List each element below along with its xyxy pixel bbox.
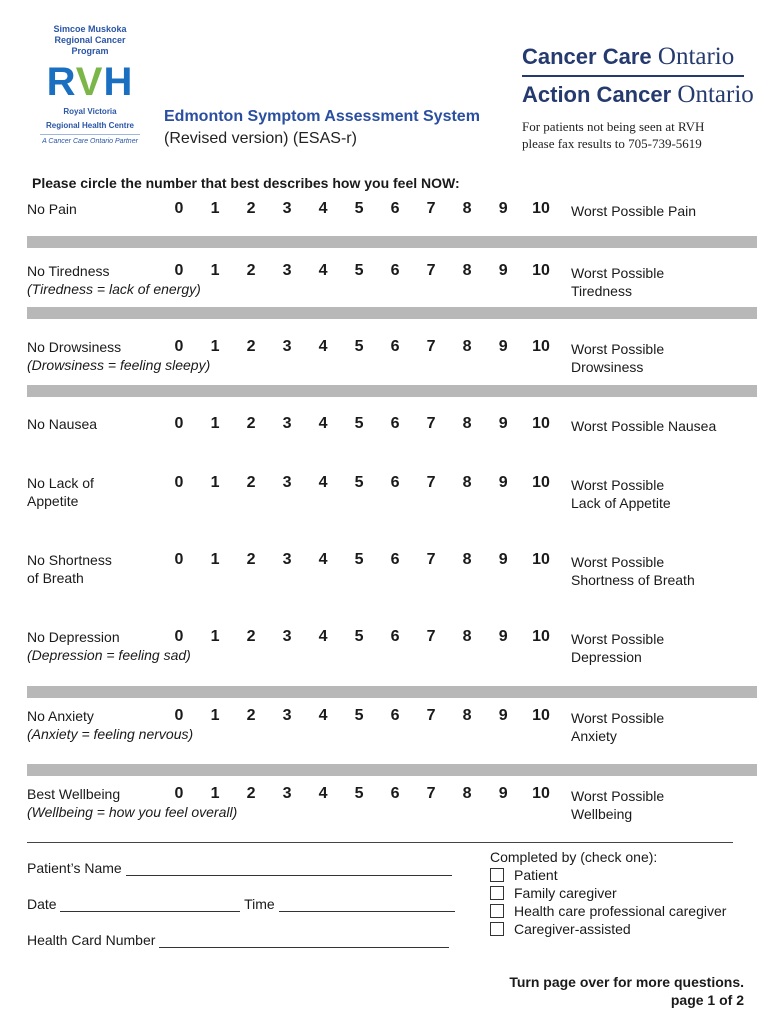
rating-option[interactable]: 5	[354, 551, 364, 568]
rating-scale	[172, 551, 550, 569]
symptom-high-label	[571, 630, 664, 666]
rating-option[interactable]: 0	[174, 415, 184, 432]
symptom-high-label	[571, 340, 664, 376]
symptom-name: No Drowsiness	[27, 339, 122, 355]
symptom-definition: (Drowsiness = feeling sleepy)	[27, 357, 211, 373]
logo-line-4: Regional Health Centre	[45, 121, 134, 130]
rating-option[interactable]: 3	[282, 628, 292, 645]
symptom-definition: (Depression = feeling sad)	[27, 647, 191, 663]
rating-option[interactable]: 7	[426, 707, 436, 724]
rating-option[interactable]: 9	[498, 707, 508, 724]
rating-option[interactable]: 7	[426, 474, 436, 491]
rating-scale	[172, 262, 550, 280]
high-label-line-1: Worst Possible	[571, 631, 665, 647]
rating-option[interactable]: 7	[426, 628, 436, 645]
high-label-line-1: Worst Possible	[571, 554, 665, 570]
rating-option[interactable]: 5	[354, 338, 364, 355]
symptom-name: No Depression	[27, 629, 120, 645]
rating-option[interactable]: 1	[210, 628, 220, 645]
rating-option[interactable]: 3	[282, 785, 292, 802]
rating-option[interactable]: 2	[246, 338, 256, 355]
rvh-mark: RVH	[46, 60, 134, 104]
option-caregiver-assisted[interactable]	[490, 920, 726, 938]
page-number: page 1 of 2	[670, 992, 744, 1008]
symptom-low-label	[27, 551, 112, 587]
high-label-line-2: Lack of Appetite	[571, 495, 671, 511]
rating-option[interactable]: 2	[246, 262, 256, 279]
rating-option[interactable]: 6	[390, 474, 400, 491]
time-line[interactable]	[279, 897, 455, 912]
symptom-high-label	[571, 553, 695, 589]
symptom-low-label	[27, 415, 97, 433]
symptom-low-label	[27, 628, 191, 664]
rating-option[interactable]: 9	[498, 262, 508, 279]
rating-option[interactable]: 7	[426, 338, 436, 355]
rating-option[interactable]: 7	[426, 200, 436, 217]
symptom-low-label	[27, 707, 193, 743]
option-patient[interactable]	[490, 866, 726, 884]
option-label: Patient	[514, 867, 558, 883]
rvh-logo	[40, 24, 140, 146]
rating-option[interactable]: 1	[210, 262, 220, 279]
option-label: Health care professional caregiver	[514, 903, 727, 919]
checkbox[interactable]	[490, 904, 504, 918]
symptom-name: No Shortness	[27, 552, 112, 568]
symptom-definition: (Tiredness = lack of energy)	[27, 281, 201, 297]
rating-option[interactable]: 5	[354, 785, 364, 802]
rating-option[interactable]: 7	[426, 551, 436, 568]
symptom-low-label	[27, 474, 94, 510]
symptom-definition: (Wellbeing = how you feel overall)	[27, 804, 238, 820]
high-label-line-1: Worst Possible Nausea	[571, 418, 717, 434]
rating-option[interactable]: 2	[246, 707, 256, 724]
high-label-line-1: Worst Possible	[571, 788, 665, 804]
health-card-line[interactable]	[159, 933, 449, 948]
rating-option[interactable]: 6	[390, 707, 400, 724]
option-professional-caregiver[interactable]	[490, 902, 726, 920]
rating-option[interactable]: 6	[390, 628, 400, 645]
rating-option[interactable]: 9	[498, 338, 508, 355]
fax-line-2: please fax results to 705-739-5619	[522, 136, 702, 151]
patient-name-label: Patient’s Name	[27, 860, 122, 876]
rating-scale	[172, 474, 550, 492]
option-family-caregiver[interactable]	[490, 884, 726, 902]
rating-option[interactable]: 4	[318, 262, 328, 279]
rating-option[interactable]: 3	[282, 338, 292, 355]
symptom-high-label	[571, 202, 696, 220]
rating-option[interactable]: 10	[532, 200, 550, 217]
rating-option[interactable]: 3	[282, 707, 292, 724]
high-label-line-1: Worst Possible	[571, 477, 665, 493]
high-label-line-2: Tiredness	[571, 283, 632, 299]
rating-option[interactable]: 9	[498, 415, 508, 432]
rating-option[interactable]: 1	[210, 551, 220, 568]
fax-line-1: For patients not being seen at RVH	[522, 119, 705, 134]
rating-option[interactable]: 4	[318, 415, 328, 432]
symptom-name: No Lack of	[27, 475, 94, 491]
rating-option[interactable]: 10	[532, 551, 550, 568]
rating-option[interactable]: 6	[390, 338, 400, 355]
rating-option[interactable]: 0	[174, 474, 184, 491]
footer-turn-page: Turn page over for more questions.	[509, 974, 744, 990]
row-divider-band	[27, 307, 757, 319]
date-line[interactable]	[60, 897, 240, 912]
rating-option[interactable]: 4	[318, 338, 328, 355]
symptom-high-label	[571, 476, 671, 512]
rating-option[interactable]: 1	[210, 785, 220, 802]
rating-option[interactable]: 8	[462, 262, 472, 279]
logo-line-3: Royal Victoria	[63, 107, 117, 116]
rating-option[interactable]: 4	[318, 707, 328, 724]
completed-by-label: Completed by (check one):	[490, 849, 658, 865]
time-label: Time	[244, 896, 275, 912]
rating-option[interactable]: 4	[318, 785, 328, 802]
rating-scale	[172, 338, 550, 356]
cco-logo	[522, 42, 754, 110]
logo-line-5: A Cancer Care Ontario Partner	[40, 134, 140, 146]
rating-option[interactable]: 0	[174, 785, 184, 802]
symptom-name: No Pain	[27, 201, 77, 217]
rating-option[interactable]: 0	[174, 628, 184, 645]
rating-scale	[172, 415, 550, 433]
rating-option[interactable]: 7	[426, 785, 436, 802]
rating-scale	[172, 785, 550, 803]
footer	[509, 973, 744, 1009]
rating-option[interactable]: 5	[354, 628, 364, 645]
rating-option[interactable]: 10	[532, 415, 550, 432]
rating-option[interactable]: 5	[354, 200, 364, 217]
cco-line1-rest: Ontario	[651, 43, 735, 70]
fax-note	[522, 118, 704, 152]
high-label-line-2: Shortness of Breath	[571, 572, 695, 588]
rating-option[interactable]: 10	[532, 785, 550, 802]
rating-option[interactable]: 9	[498, 628, 508, 645]
rating-option[interactable]: 1	[210, 474, 220, 491]
rating-option[interactable]: 8	[462, 707, 472, 724]
rating-option[interactable]: 10	[532, 338, 550, 355]
rating-option[interactable]: 3	[282, 262, 292, 279]
form-title	[164, 108, 480, 148]
rating-option[interactable]: 1	[210, 415, 220, 432]
logo-line-2: Regional Cancer Program	[54, 35, 126, 56]
rating-option[interactable]: 0	[174, 338, 184, 355]
rating-option[interactable]: 7	[426, 262, 436, 279]
row-divider-band	[27, 686, 757, 698]
symptom-name: Best Wellbeing	[27, 786, 121, 802]
rating-scale	[172, 707, 550, 725]
rating-option[interactable]: 10	[532, 262, 550, 279]
rating-scale	[172, 628, 550, 646]
rating-option[interactable]: 1	[210, 200, 220, 217]
rating-option[interactable]: 4	[318, 551, 328, 568]
rating-option[interactable]: 2	[246, 474, 256, 491]
high-label-line-1: Worst Possible	[571, 265, 665, 281]
completed-by	[490, 848, 726, 938]
symptom-high-label	[571, 417, 716, 435]
rating-option[interactable]: 4	[318, 474, 328, 491]
rating-option[interactable]: 4	[318, 200, 328, 217]
high-label-line-1: Worst Possible	[571, 710, 665, 726]
form-title-main: Edmonton Symptom Assessment System	[164, 108, 480, 125]
rating-option[interactable]: 10	[532, 707, 550, 724]
rating-option[interactable]: 2	[246, 415, 256, 432]
rating-option[interactable]: 8	[462, 551, 472, 568]
rating-option[interactable]: 9	[498, 474, 508, 491]
row-divider-band	[27, 236, 757, 248]
rating-option[interactable]: 1	[210, 338, 220, 355]
rating-option[interactable]: 3	[282, 200, 292, 217]
high-label-line-2: Depression	[571, 649, 642, 665]
rating-option[interactable]: 2	[246, 628, 256, 645]
checkbox[interactable]	[490, 886, 504, 900]
cco-line2-rest: Ontario	[671, 81, 754, 108]
rating-option[interactable]: 3	[282, 551, 292, 568]
cco-line1-bold: Cancer Care	[522, 44, 652, 69]
rating-option[interactable]: 8	[462, 474, 472, 491]
symptom-name: No Anxiety	[27, 708, 94, 724]
row-divider-band	[27, 764, 757, 776]
date-label: Date	[27, 896, 57, 912]
date-time-field[interactable]	[27, 896, 455, 912]
rating-option[interactable]: 6	[390, 785, 400, 802]
option-label: Family caregiver	[514, 885, 617, 901]
rating-option[interactable]: 4	[318, 628, 328, 645]
rating-option[interactable]: 3	[282, 474, 292, 491]
rating-option[interactable]: 8	[462, 200, 472, 217]
row-divider-band	[27, 385, 757, 397]
rating-option[interactable]: 2	[246, 785, 256, 802]
patient-name-field[interactable]	[27, 860, 452, 876]
symptom-high-label	[571, 787, 664, 823]
rating-option[interactable]: 9	[498, 551, 508, 568]
symptom-low-label	[27, 200, 77, 218]
section-divider	[27, 842, 733, 843]
rating-option[interactable]: 2	[246, 551, 256, 568]
rating-option[interactable]: 2	[246, 200, 256, 217]
instruction: Please circle the number that best describes how you feel NOW:	[32, 175, 460, 191]
health-card-field[interactable]	[27, 932, 449, 948]
high-label-line-2: Wellbeing	[571, 806, 633, 822]
option-label: Caregiver-assisted	[514, 921, 631, 937]
symptom-definition: of Breath	[27, 570, 84, 586]
form-title-sub: (Revised version) (ESAS-r)	[164, 130, 357, 147]
symptom-definition: Appetite	[27, 493, 79, 509]
rating-option[interactable]: 3	[282, 415, 292, 432]
rating-option[interactable]: 5	[354, 707, 364, 724]
symptom-high-label	[571, 709, 664, 745]
rating-option[interactable]: 8	[462, 338, 472, 355]
rating-option[interactable]: 0	[174, 200, 184, 217]
rating-option[interactable]: 8	[462, 785, 472, 802]
rating-scale	[172, 200, 550, 218]
rating-option[interactable]: 8	[462, 628, 472, 645]
high-label-line-1: Worst Possible	[571, 341, 665, 357]
checkbox[interactable]	[490, 868, 504, 882]
rating-option[interactable]: 6	[390, 551, 400, 568]
cco-divider	[522, 75, 744, 77]
symptom-name: No Nausea	[27, 416, 98, 432]
logo-line-1: Simcoe Muskoka	[53, 24, 127, 34]
high-label-line-2: Anxiety	[571, 728, 617, 744]
patient-name-line[interactable]	[126, 861, 452, 876]
cco-line2-bold: Action Cancer	[522, 82, 672, 107]
rating-option[interactable]: 10	[532, 628, 550, 645]
rating-option[interactable]: 0	[174, 262, 184, 279]
rating-option[interactable]: 7	[426, 415, 436, 432]
rating-option[interactable]: 0	[174, 551, 184, 568]
rating-option[interactable]: 6	[390, 262, 400, 279]
symptom-high-label	[571, 264, 664, 300]
rating-option[interactable]: 10	[532, 474, 550, 491]
symptom-name: No Tiredness	[27, 263, 110, 279]
symptom-definition: (Anxiety = feeling nervous)	[27, 726, 194, 742]
high-label-line-1: Worst Possible Pain	[571, 203, 697, 219]
rating-option[interactable]: 9	[498, 200, 508, 217]
health-card-label: Health Card Number	[27, 932, 156, 948]
rating-option[interactable]: 5	[354, 474, 364, 491]
high-label-line-2: Drowsiness	[571, 359, 644, 375]
rating-option[interactable]: 8	[462, 415, 472, 432]
rating-option[interactable]: 9	[498, 785, 508, 802]
checkbox[interactable]	[490, 922, 504, 936]
rating-option[interactable]: 5	[354, 262, 364, 279]
rating-option[interactable]: 0	[174, 707, 184, 724]
rating-option[interactable]: 1	[210, 707, 220, 724]
rating-option[interactable]: 6	[390, 200, 400, 217]
rating-option[interactable]: 6	[390, 415, 400, 432]
rating-option[interactable]: 5	[354, 415, 364, 432]
